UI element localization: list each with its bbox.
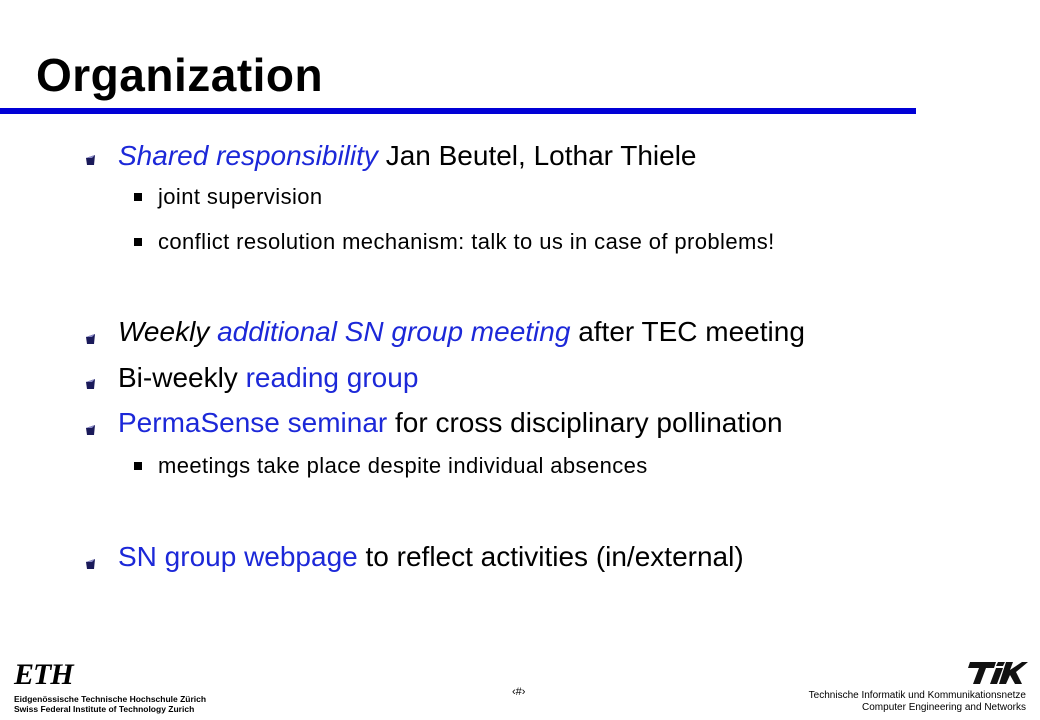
eth-name-german: Eidgenössische Technische Hochschule Zürich <box>14 694 207 704</box>
arrow-bullet-icon <box>84 556 98 570</box>
tik-caption <box>809 690 1026 714</box>
bullet-weekly-meeting <box>118 316 805 348</box>
bullet-reading-group <box>118 362 418 394</box>
bullet-prefix: Bi-weekly <box>118 362 246 393</box>
bullet-highlight: PermaSense seminar <box>118 407 388 438</box>
sub-bullet-joint-supervision: joint supervision <box>158 184 323 209</box>
page-number: ‹#› <box>512 686 526 698</box>
square-bullet-icon <box>134 193 142 201</box>
bullet-prefix: Weekly <box>118 316 218 347</box>
tik-name-german: Technische Informatik und Kommunikationsnetze <box>808 690 1026 701</box>
bullet-highlight: SN group webpage <box>118 541 358 572</box>
sub-bullet-meetings: meetings take place despite individual absences <box>158 453 648 478</box>
slide-title: Organization <box>36 49 324 101</box>
bullet-sn-webpage <box>118 541 744 573</box>
square-bullet-icon <box>134 238 142 246</box>
arrow-bullet-icon <box>84 376 98 390</box>
tik-name-english: Computer Engineering and Networks <box>862 702 1026 713</box>
bullet-text: after TEC meeting <box>570 316 805 347</box>
arrow-bullet-icon <box>84 331 98 345</box>
eth-logo <box>14 660 214 714</box>
bullet-text: to reflect activities (in/external) <box>357 541 744 572</box>
bullet-highlight: Shared responsibility <box>118 140 378 171</box>
bullet-text: for cross disciplinary pollination <box>387 407 783 438</box>
sub-bullet-conflict-resolution: conflict resolution mechanism: talk to us in case of problems! <box>158 229 775 254</box>
eth-wordmark: ETH <box>14 658 73 691</box>
arrow-bullet-icon <box>84 152 98 166</box>
bullet-shared-responsibility <box>118 140 697 172</box>
bullet-text: Jan Beutel, Lothar Thiele <box>377 140 697 171</box>
bullet-highlight: additional SN group meeting <box>217 316 571 347</box>
bullet-highlight: reading group <box>245 362 419 393</box>
bullet-permasense-seminar <box>118 407 783 439</box>
arrow-bullet-icon <box>84 422 98 436</box>
tik-logo-icon <box>966 660 1028 686</box>
eth-name-english: Swiss Federal Institute of Technology Zurich <box>14 704 195 714</box>
square-bullet-icon <box>134 462 142 470</box>
